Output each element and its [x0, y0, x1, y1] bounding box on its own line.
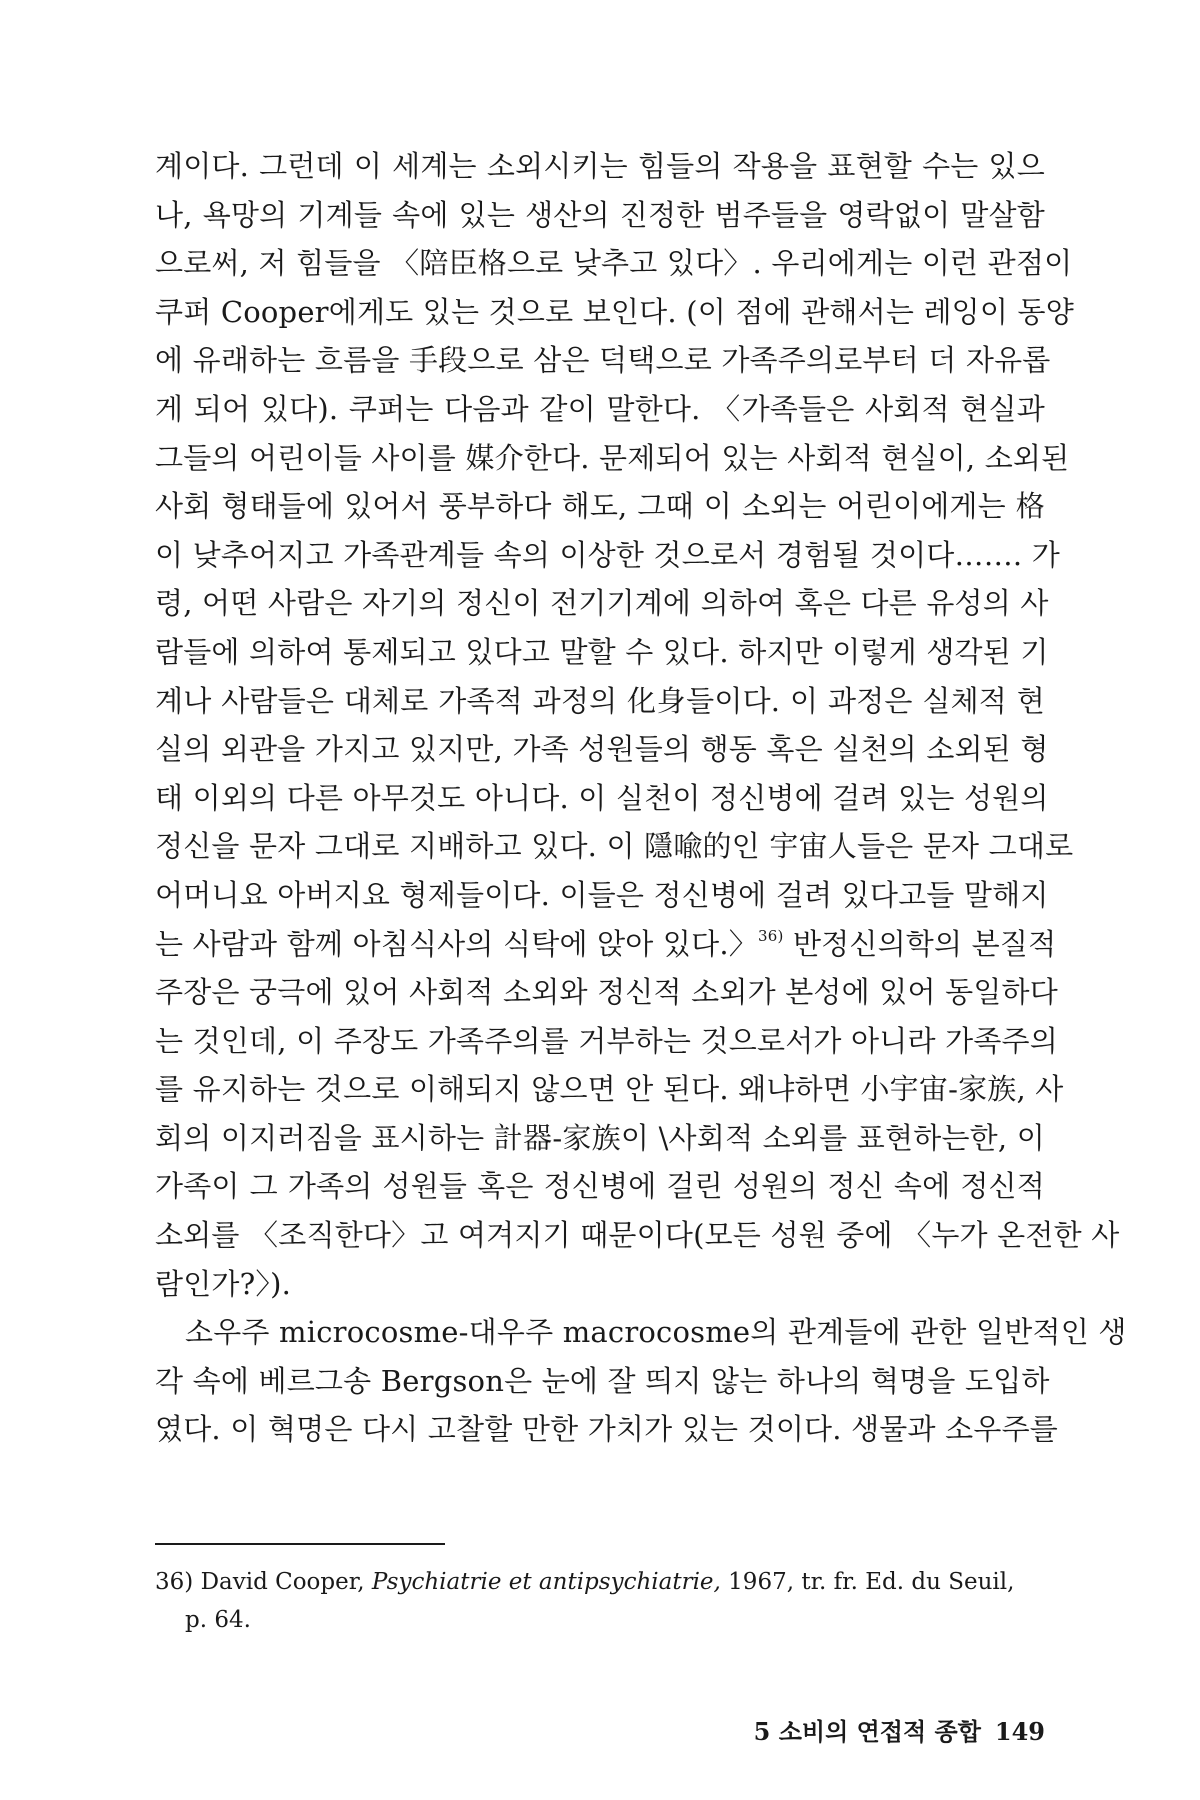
text-line: 나, 욕망의 기계들 속에 있는 생산의 진정한 범주들을 영락없이 말살함 [155, 197, 1045, 232]
footnote-publication: 1967, tr. fr. Ed. du Seuil, [728, 1569, 1015, 1595]
footnote-author: David Cooper, [200, 1569, 365, 1595]
footnote-divider [155, 1543, 445, 1545]
text-line: 가족이 그 가족의 성원들 혹은 정신병에 걸린 성원의 정신 속에 정신적 [155, 1169, 1045, 1204]
quote-end-text: 는 사람과 함께 아침식사의 식탁에 앉아 있다.〉 [155, 926, 758, 961]
text-line: 게 되어 있다). 쿠퍼는 다음과 같이 말한다. 〈가족들은 사회적 현실과 [155, 391, 1045, 426]
text-line: 실의 외관을 가지고 있지만, 가족 성원들의 행동 혹은 실천의 소외된 형 [155, 732, 1049, 767]
text-line: 이 낮추어지고 가족관계들 속의 이상한 것으로서 경험될 것이다……. 가 [155, 537, 1060, 572]
text-line: 였다. 이 혁명은 다시 고찰할 만한 가치가 있는 것이다. 생물과 소우주를 [155, 1412, 1059, 1447]
text-line: 에 유래하는 흐름을 手段으로 삼은 덕택으로 가족주의로부터 더 자유롭 [155, 343, 1051, 378]
text-line: 령, 어떤 사람은 자기의 정신이 전기기계에 의하여 혹은 다른 유성의 사 [155, 586, 1049, 621]
page-number: 149 [994, 1717, 1045, 1746]
text-line: 어머니요 아버지요 형제들이다. 이들은 정신병에 걸려 있다고들 말해지 [155, 877, 1049, 912]
text-line: 주장은 궁극에 있어 사회적 소외와 정신적 소외가 본성에 있어 동일하다 [155, 975, 1058, 1010]
text-line: 그들의 어린이들 사이를 媒介한다. 문제되어 있는 사회적 현실이, 소외된 [155, 440, 1070, 475]
footnote-page: p. 64. [185, 1607, 251, 1633]
text-line: 회의 이지러짐을 표시하는 計器-家族이 \사회적 소외를 표현하는한, 이 [155, 1120, 1045, 1155]
text-line: 소외를 〈조직한다〉고 여겨지기 때문이다(모든 성원 중에 〈누가 온전한 사 [155, 1218, 1120, 1253]
main-text [155, 142, 1127, 1454]
text-line: 계이다. 그런데 이 세계는 소외시키는 힘들의 작용을 표현할 수는 있으 [155, 149, 1045, 183]
text-line: 정신을 문자 그대로 지배하고 있다. 이 隱喩的인 宇宙人들은 문자 그대로 [155, 829, 1074, 864]
text-line: 소우주 microcosme-대우주 macrocosme의 관계들에 관한 일반적인 생 [185, 1315, 1127, 1350]
chapter-title: 5 소비의 연접적 종합 [753, 1717, 981, 1746]
paragraph-end-line: 람인가?〉). [155, 1266, 292, 1301]
footnote-reference[interactable]: 36) [757, 926, 784, 945]
running-footer [754, 1712, 1045, 1747]
text-line: 으로써, 저 힘들을 〈陪臣格으로 낮추고 있다〉. 우리에게는 이런 관점이 [155, 246, 1073, 281]
text-line-with-footnote [155, 920, 1057, 969]
footnote-title: Psychiatrie et antipsychiatrie, [371, 1569, 721, 1595]
text-line: 사회 형태들에 있어서 풍부하다 해도, 그때 이 소외는 어린이에게는 格 [155, 489, 1045, 524]
text-line: 각 속에 베르그송 Bergson은 눈에 잘 띄지 않는 하나의 혁명을 도입하 [155, 1363, 1050, 1398]
footnote [155, 1563, 1045, 1639]
text-line: 람들에 의하여 통제되고 있다고 말할 수 있다. 하지만 이렇게 생각된 기 [155, 634, 1049, 669]
text-line: 를 유지하는 것으로 이해되지 않으면 안 된다. 왜냐하면 小宇宙-家族, 사 [155, 1072, 1064, 1107]
footnote-number: 36) [155, 1569, 194, 1595]
text-continuation: 반정신의학의 본질적 [783, 926, 1057, 961]
text-line: 쿠퍼 Cooper에게도 있는 것으로 보인다. (이 점에 관해서는 레잉이 동양 [155, 294, 1074, 329]
text-line: 태 이외의 다른 아무것도 아니다. 이 실천이 정신병에 걸려 있는 성원의 [155, 780, 1049, 815]
text-line: 는 것인데, 이 주장도 가족주의를 거부하는 것으로서가 아니라 가족주의 [155, 1023, 1058, 1058]
footnote-line [155, 1563, 1045, 1601]
text-line: 계나 사람들은 대체로 가족적 과정의 化身들이다. 이 과정은 실체적 현 [155, 683, 1045, 718]
